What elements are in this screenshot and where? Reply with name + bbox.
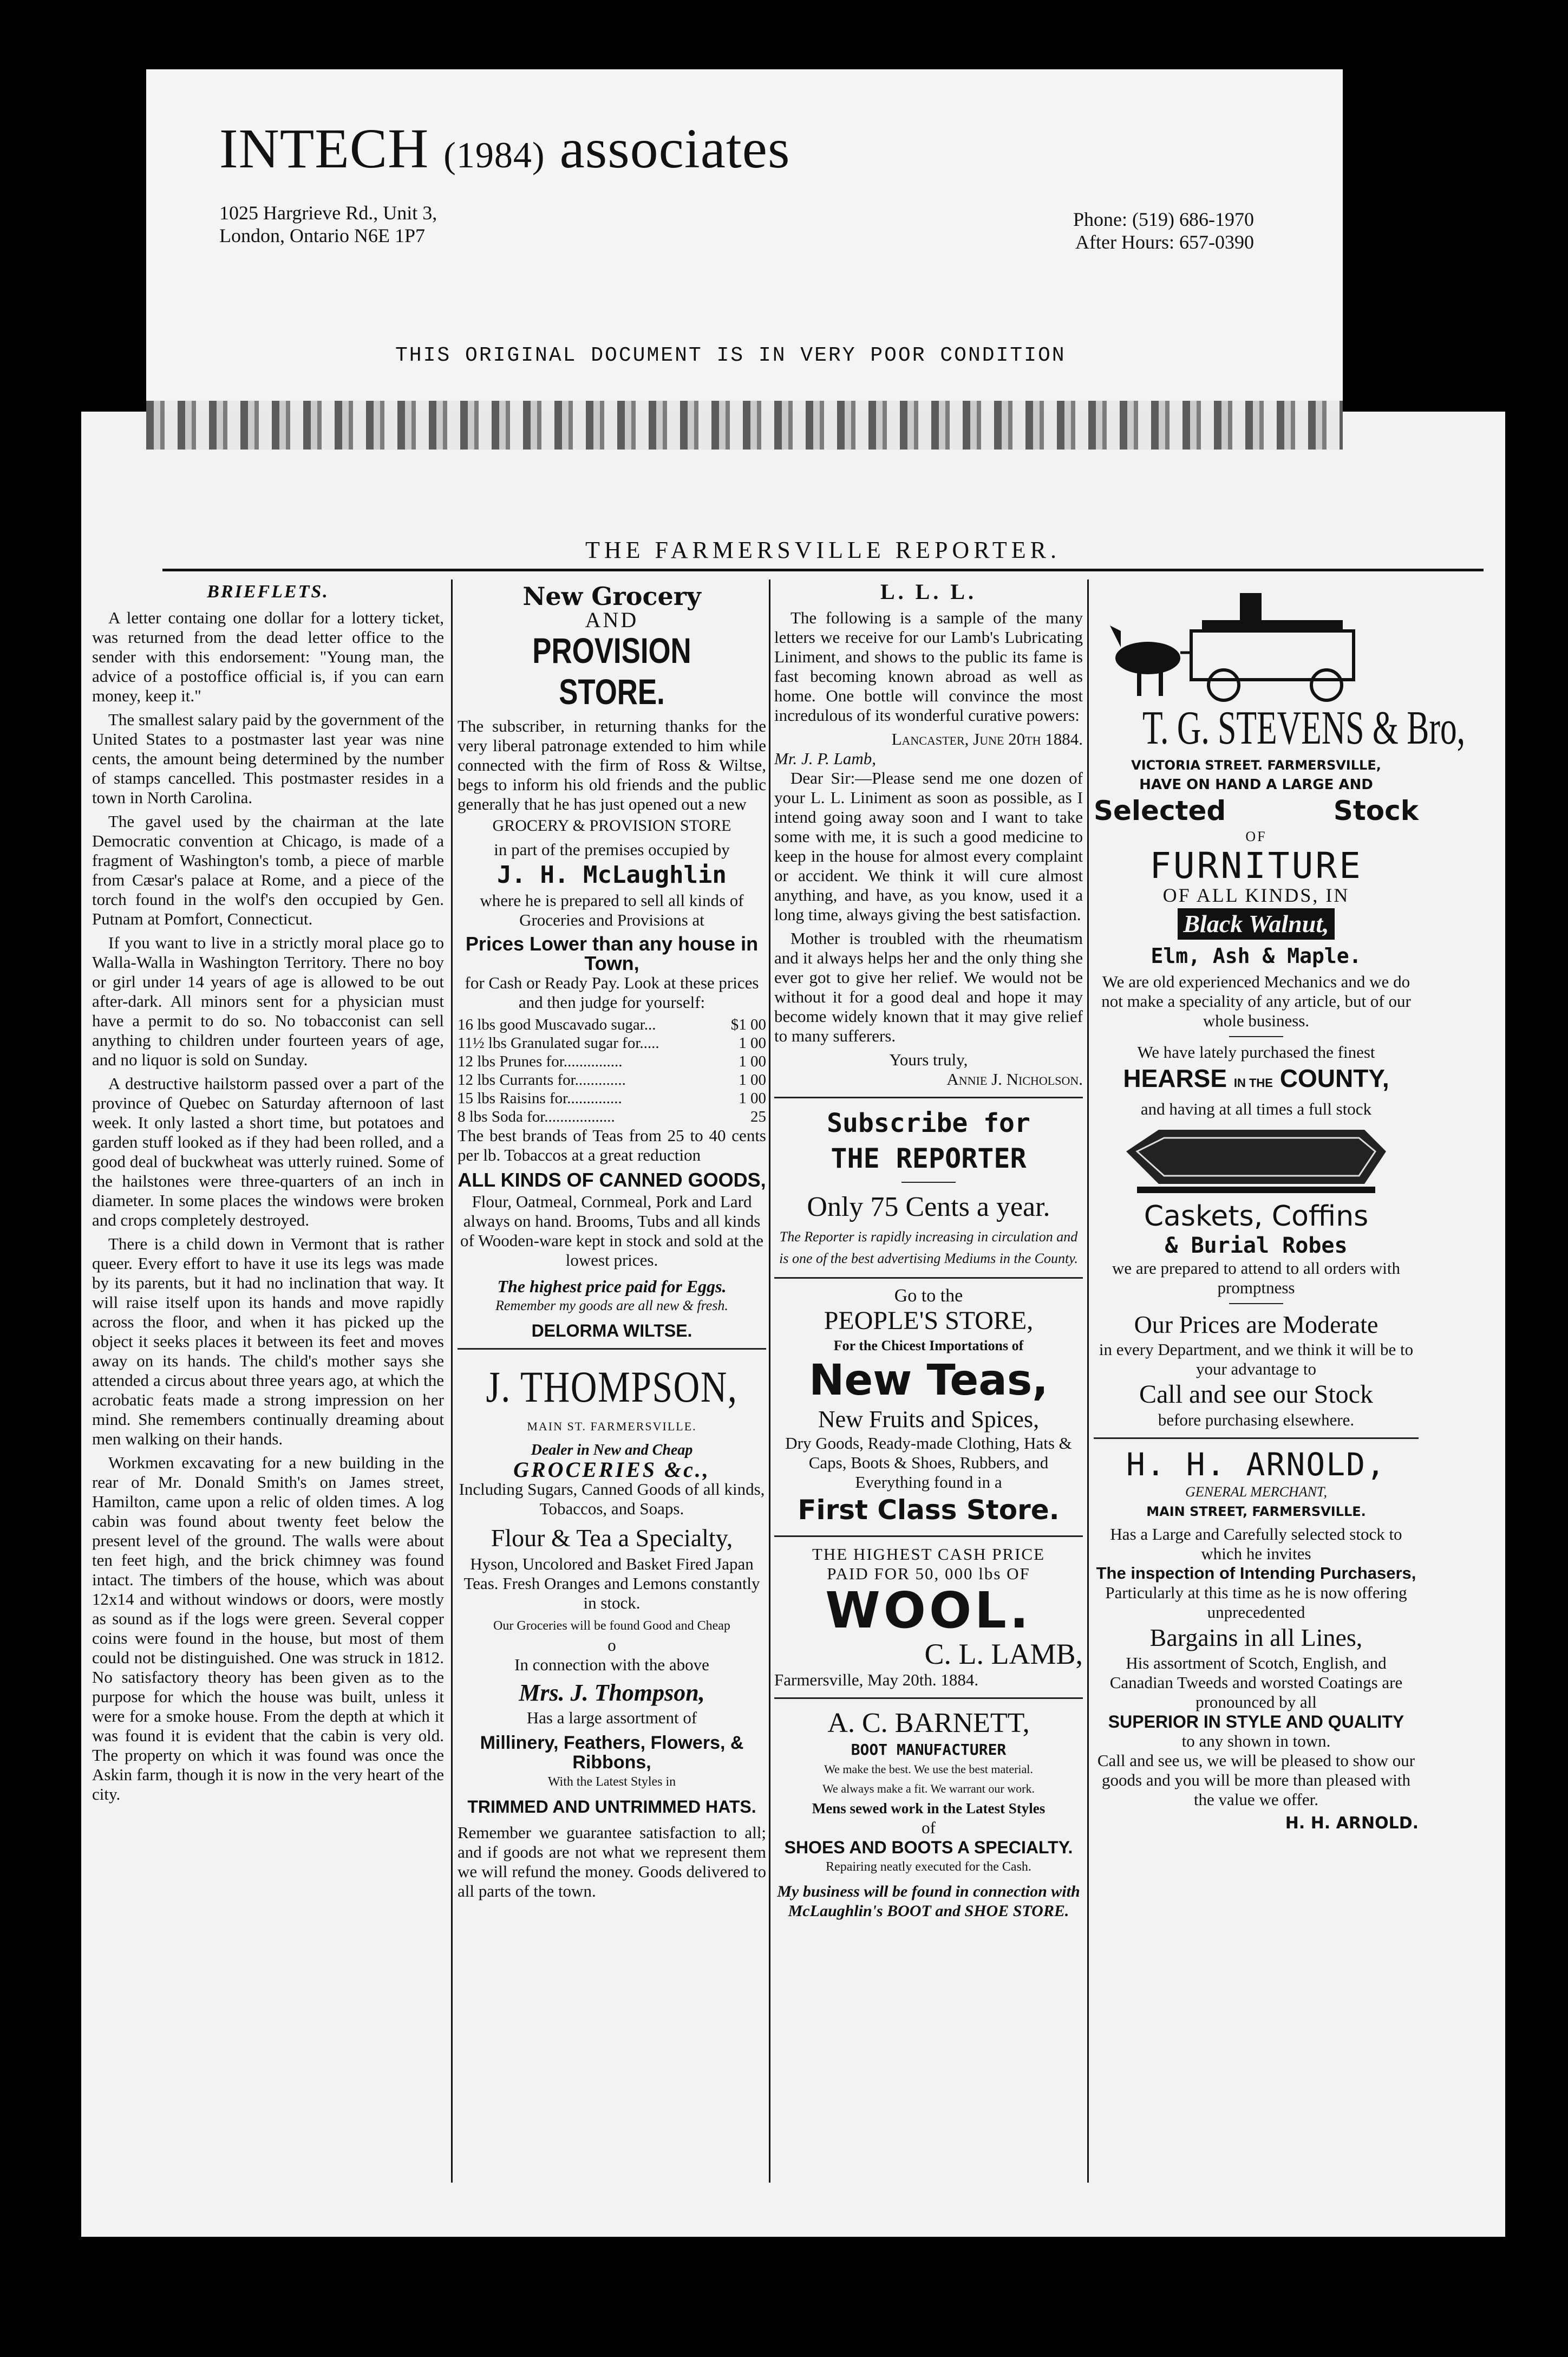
thompson-connection: In connection with the above [514, 1655, 709, 1674]
lll-body: Dear Sir:—Please send me one dozen of your L. L. Liniment as soon as possible, as I intend going away soon and I want to take some with me, it is such a good medicine to keep in the house for almost every complaint or accident. We think it will cure almost anything, and have, as you know, used it a long time, always giving the best satisfaction. [774, 769, 1083, 924]
grocery-cash-line: for Cash or Ready Pay. Look at these prices and then judge for yourself: [465, 973, 759, 1012]
peoples-first-class: First Class Store. [798, 1494, 1060, 1526]
barnett-specialty: SHOES AND BOOTS A SPECIALTY. [784, 1838, 1073, 1857]
brief-item: There is a child down in Vermont that is rather queer. Every effort to have it use its legs was made by its parents, but it had no inclination that way. It will raise itself upon its hands and move rapidly across the floor, and when it has picked up the object it seeks places it between its feet and moves away on its hands. The child's mother says she attended a circus about three years ago, at which the acrobatic feats made a strong impression on her mind. She remembers continually dreaming about men walking on their hands. [92, 1234, 444, 1448]
brief-item: A destructive hailstorm passed over a part of the province of Quebec on Saturday afternoon of last week. It only lasted a short time, but potatoes and garden stuff looked as if they had been rolled, and a good deal of buckwheat was utterly ruined. Some of the hailstones were three-quarters of an inch in diameter. In some places the windows were broken and crops completely destroyed. [92, 1074, 444, 1229]
brief-item: The gavel used by the chairman at the late Democratic convention at Chicago, is made of a fragment of Washington's tomb, a piece of marble from Cæsar's palace at Rome, and a piece of the torch found in the wolf's den occupied by Gen. Putnam at Pomfort, Connecticut. [92, 812, 444, 928]
ad-divider [458, 1348, 766, 1350]
price-row: 11½ lbs Granulated sugar for..... 1 00 [458, 1034, 766, 1052]
mrs-thompson: Mrs. J. Thompson, [519, 1679, 705, 1706]
thompson-latest: With the Latest Styles in [547, 1775, 676, 1789]
stevens-street: VICTORIA STREET. FARMERSVILLE, [1131, 758, 1381, 773]
peoples-teas: New Teas, [809, 1356, 1048, 1405]
thompson-guarantee: Remember we guarantee satisfaction to all; and if goods are not what we represent them we will refund the money. Goods delivered to all parts of the town. [458, 1823, 766, 1900]
stevens-full-stock: and having at all times a full stock [1140, 1099, 1372, 1118]
ad-divider [774, 1277, 1083, 1279]
grocery-eggs: The highest price paid for Eggs. [497, 1277, 727, 1296]
barnett-business: My business will be found in connection with McLaughlin's BOOT and SHOE STORE. [777, 1883, 1080, 1920]
price-row: 12 lbs Prunes for............... 1 00 [458, 1053, 766, 1070]
grocery-remember: Remember my goods are all new & fresh. [495, 1298, 728, 1313]
subscribe-note: The Reporter is rapidly increasing in circulation and is one of the best advertising Mediums in the County. [779, 1229, 1078, 1266]
lll-heading: L. L. L. [880, 580, 977, 604]
short-divider [1229, 1303, 1283, 1304]
thompson-assortment: Has a large assortment of [526, 1708, 697, 1727]
arnold-street: MAIN STREET, FARMERSVILLE. [1146, 1504, 1366, 1519]
condition-notice: THIS ORIGINAL DOCUMENT IS IN VERY POOR CONDITION [395, 344, 1066, 367]
grocery-flour: Flour, Oatmeal, Cornmeal, Pork and Lard always on hand. Brooms, Tubs and all kinds of Wooden-ware kept in stock and sold at the lowest prices. [460, 1192, 763, 1269]
stevens-purchased: We have lately purchased the finest [1137, 1043, 1375, 1062]
thompson-street: MAIN ST. FARMERSVILLE. [527, 1420, 697, 1433]
grocery-prices-lower: Prices Lower than any house in Town, [465, 933, 759, 974]
wool-word: WOOL. [825, 1581, 1032, 1639]
arnold-any: to any shown in town. [1181, 1731, 1331, 1750]
wool-line-2: PAID FOR 50, 000 lbs OF [827, 1564, 1030, 1583]
thompson-name: J. THOMPSON, [486, 1362, 738, 1411]
arnold-signature: H. H. ARNOLD. [1285, 1814, 1419, 1833]
thompson-specialty: Flour & Tea a Specialty, [491, 1524, 733, 1552]
arnold-name: H. H. ARNOLD, [1126, 1446, 1386, 1483]
torn-edge [146, 401, 1343, 450]
arnold-bargains: Bargains in all Lines, [1149, 1624, 1363, 1651]
brief-item: Workmen excavating for a new building in the rear of Mr. Donald Smith's on James street, Hamilton, came upon a relic of olden times. A log cabin was found about twenty feet below the present level of the ground. The walls were about ten feet high, and the brick chimney was found intact. The timbers of the house, which was about 12x14 and without windows or doors, were mostly as sound as if the logs were green. Several copper coins were found in the house, but most of them could not be distinguished. One was struck in 1812. No satisfactory theory has been given as to the purpose for which the house was built, unless it were for a smoke house. From the depth at which it was found it is evident that the cabin is very old. The property on which it was found was once the Askin farm, though it is now in the very heart of the city. [92, 1453, 444, 1803]
column-brieflets [92, 582, 444, 2207]
column-rule [1087, 580, 1089, 2183]
stevens-moderate: Our Prices are Moderate [1134, 1311, 1378, 1338]
ad-divider [774, 1535, 1083, 1537]
thompson-hats: TRIMMED AND UNTRIMMED HATS. [467, 1797, 756, 1816]
lll-closing: Yours truly, [889, 1050, 968, 1069]
stevens-hearse: HEARSE IN THE COUNTY, [1123, 1064, 1389, 1092]
masthead-rule [162, 569, 1484, 571]
stevens-furniture: FURNITURE [1149, 845, 1363, 887]
brief-item: The smallest salary paid by the government of the United States to a postmaster last year was nine cents, the amount being determined by the number of stamps cancelled. This postmaster resides in a town in North Carolina. [92, 710, 444, 807]
column-grocery-ads [458, 582, 766, 2207]
price-row: 12 lbs Currants for............. 1 00 [458, 1071, 766, 1089]
lll-dateline: Lancaster, June 20th 1884. [891, 730, 1083, 748]
wool-date: Farmersville, May 20th. 1884. [774, 1670, 979, 1689]
grocery-owner: J. H. McLaughlin [497, 861, 727, 889]
arnold-assortment: His assortment of Scotch, English, and Canadian Tweeds and worsted Coatings are pronounced by all [1109, 1653, 1403, 1711]
stevens-have: HAVE ON HAND A LARGE AND [1139, 777, 1373, 793]
thompson-o-mark: o [607, 1636, 616, 1655]
peoples-goto: Go to the [894, 1286, 963, 1306]
stevens-robes: & Burial Robes [1165, 1233, 1348, 1258]
stevens-elm: Elm, Ash & Maple. [1151, 944, 1362, 968]
lll-signature: Annie J. Nicholson. [946, 1070, 1083, 1089]
barnett-name: A. C. BARNETT, [827, 1708, 1030, 1739]
thompson-dealer: Dealer in New and Cheap [531, 1442, 693, 1459]
thompson-groceries: GROCERIES &c., [513, 1457, 710, 1482]
thompson-good-cheap: Our Groceries will be found Good and Cheap [493, 1619, 730, 1633]
stevens-selected-stock: Selected Stock [1094, 795, 1419, 826]
grocery-heading-2: AND [585, 608, 639, 632]
subscribe-price: Only 75 Cents a year. [807, 1191, 1050, 1222]
wool-name: C. L. LAMB, [924, 1638, 1083, 1670]
ad-divider [1094, 1437, 1419, 1439]
casket-illustration [1115, 1119, 1397, 1200]
ad-divider [774, 1697, 1083, 1699]
grocery-heading-1: New Grocery [522, 582, 701, 611]
peoples-chicest: For the Chicest Importations of [833, 1338, 1024, 1353]
masthead: THE FARMERSVILLE REPORTER. [585, 537, 1061, 563]
grocery-signature: DELORMA WILTSE. [531, 1321, 692, 1340]
price-row: 15 lbs Raisins for.............. 1 00 [458, 1090, 766, 1107]
thompson-including: Including Sugars, Canned Goods of all kinds, Tobaccos, and Soaps. [459, 1480, 765, 1518]
grocery-canned: ALL KINDS OF CANNED GOODS, [458, 1169, 766, 1191]
barnett-sewed: Mens sewed work in the Latest Styles [812, 1800, 1046, 1816]
price-row: 8 lbs Soda for.................. 25 [458, 1108, 766, 1125]
brief-item: A letter containg one dollar for a lottery ticket, was returned from the dead letter office to the sender with this endorsement: "Young man, the advice of a postoffice official is, if you can earn money, keep it." [92, 608, 444, 705]
arnold-has: Has a Large and Carefully selected stock to which he invites [1110, 1525, 1402, 1563]
stevens-before: before purchasing elsewhere. [1158, 1410, 1355, 1429]
peoples-fruits: New Fruits and Spices, [818, 1406, 1040, 1433]
arnold-particularly: Particularly at this time as he is now offering unprecedented [1105, 1583, 1407, 1622]
short-divider [1229, 1036, 1283, 1037]
column-rule [769, 580, 770, 2183]
stevens-caskets: Caskets, Coffins [1144, 1200, 1369, 1233]
grocery-premises: in part of the premises occupied by [494, 840, 730, 859]
grocery-store-type: GROCERY & PROVISION STORE [492, 817, 731, 835]
stevens-prepared: we are prepared to attend to all orders with promptness [1112, 1259, 1400, 1297]
barnett-repairing: Repairing neatly executed for the Cash. [826, 1860, 1031, 1874]
subscribe-line-1: Subscribe for [827, 1108, 1030, 1138]
barnett-trade: BOOT MANUFACTURER [851, 1741, 1007, 1759]
barnett-line-2: We always make a fit. We warrant our work. [822, 1782, 1035, 1795]
company-phone: Phone: (519) 686-1970 After Hours: 657-0390 [1073, 209, 1254, 253]
hearse-illustration [1105, 588, 1408, 701]
grocery-heading-3: PROVISION STORE. [532, 630, 691, 712]
arnold-superior: SUPERIOR IN STYLE AND QUALITY [1108, 1712, 1404, 1731]
column-rule [451, 580, 453, 2183]
peoples-dry-goods: Dry Goods, Ready-made Clothing, Hats & Caps, Boots & Shoes, Rubbers, and Everything found in a [785, 1434, 1072, 1492]
arnold-title: GENERAL MERCHANT, [1185, 1484, 1327, 1500]
stevens-kinds: OF ALL KINDS, IN [1162, 884, 1350, 906]
stevens-mechanics: We are old experienced Mechanics and we do not make a speciality of any article, but of our whole business. [1101, 972, 1411, 1030]
stevens-walnut: Black Walnut, [1178, 908, 1334, 940]
lll-salutation: Mr. J. P. Lamb, [774, 749, 877, 768]
column-furniture-ads [1094, 582, 1466, 2207]
grocery-teas: The best brands of Teas from 25 to 40 cents per lb. Tobaccos at a great reduction [458, 1126, 766, 1164]
column-lll-ads [774, 582, 1083, 2207]
arnold-inspection: The inspection of Intending Purchasers, [1096, 1564, 1416, 1583]
stevens-call: Call and see our Stock [1139, 1380, 1373, 1409]
subscribe-line-2: THE REPORTER [831, 1143, 1027, 1174]
peoples-name: PEOPLE'S STORE, [824, 1306, 1034, 1335]
stevens-of: OF [1245, 829, 1267, 844]
price-list [458, 1015, 766, 1126]
stevens-dept: in every Department, and we think it will be to your advantage to [1099, 1340, 1414, 1378]
company-address: 1025 Hargrieve Rd., Unit 3, London, Ontario N6E 1P7 [219, 202, 437, 246]
arnold-call: Call and see us, we will be pleased to show our goods and you will be more than pleased with the value we offer. [1097, 1751, 1415, 1809]
lll-body-2: Mother is troubled with the rheumatism and it always helps her and the only thing she ever got to give her relief. We would not be without it for a good deal and hope it may become widely known that it may give relief to many sufferers. [774, 929, 1083, 1045]
grocery-intro: The subscriber, in returning thanks for the very liberal patronage extended to him while connected with the firm of Ross & Wiltse, begs to inform his old friends and the public generally that he has just opened out a new [458, 717, 766, 813]
stevens-name: T. G. STEVENS & Bro, [1142, 702, 1466, 754]
barnett-of: of [922, 1818, 936, 1837]
thompson-hyson: Hyson, Uncolored and Basket Fired Japan Teas. Fresh Oranges and Lemons constantly in stock. [463, 1554, 760, 1612]
short-divider [901, 1182, 956, 1183]
ad-divider [774, 1097, 1083, 1098]
company-name: INTECH (1984) associates [219, 118, 790, 180]
brieflets-heading: BRIEFLETS. [207, 582, 329, 602]
price-row: 16 lbs good Muscavado sugar... $1 00 [458, 1016, 766, 1033]
grocery-prepared: where he is prepared to sell all kinds of Groceries and Provisions at [480, 891, 744, 929]
barnett-line-1: We make the best. We use the best material. [824, 1762, 1033, 1776]
lll-intro: The following is a sample of the many letters we receive for our Lamb's Lubricating Liniment, and shows to the public its fame is fast becoming known abroad as well as home. One bottle will convince the most incredulous of its wonderful curative powers: [774, 608, 1083, 725]
brief-item: If you want to live in a strictly moral place go to Walla-Walla in Washington Territory. There no boy or girl under 14 years of age is allowed to be out after-dark. All minors sent for a physician must have a permit to do so. No tobacconist can sell anything to children under fourteen years of age, and no liquor is sold on Sunday. [92, 933, 444, 1069]
thompson-millinery: Millinery, Feathers, Flowers, & Ribbons, [480, 1733, 744, 1773]
wool-line-1: THE HIGHEST CASH PRICE [812, 1545, 1046, 1564]
